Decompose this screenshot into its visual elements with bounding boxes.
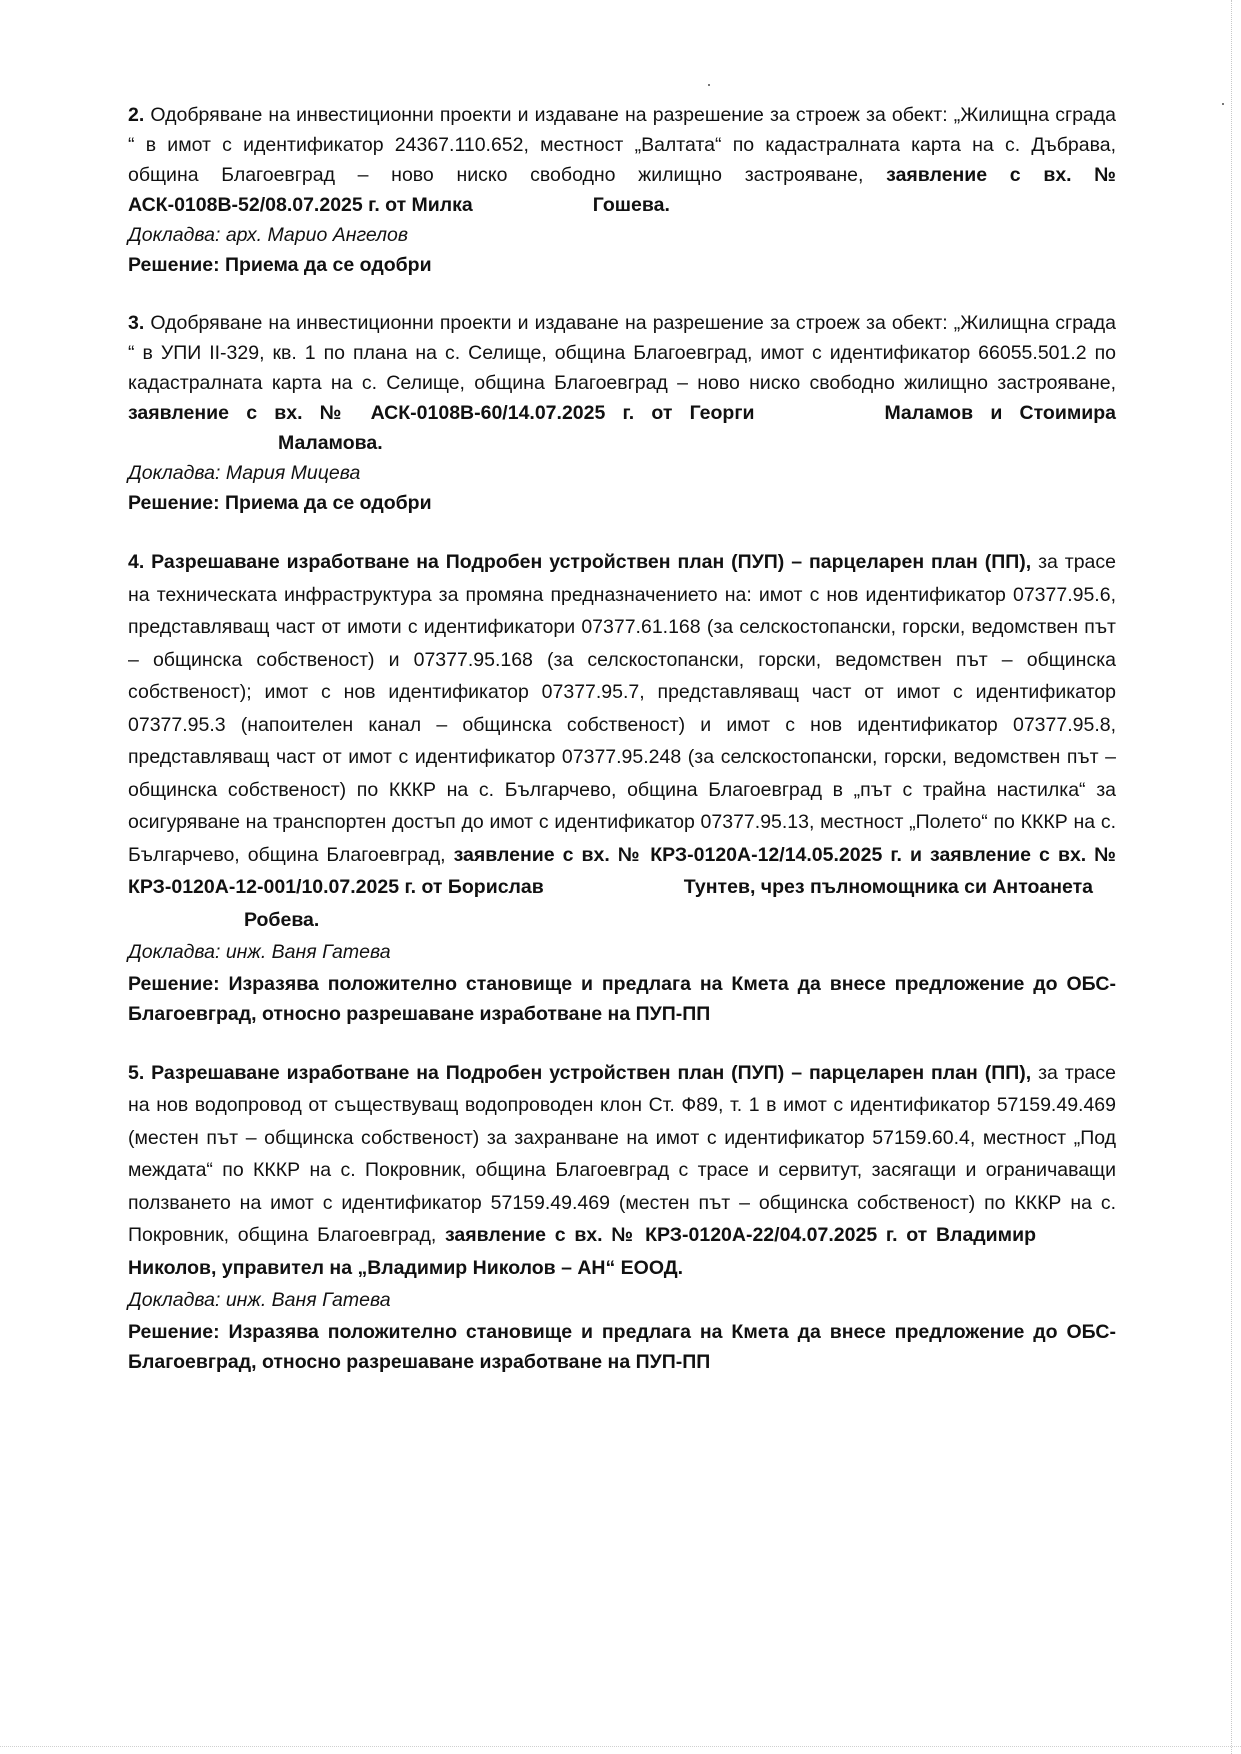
scan-edge-right [1231, 0, 1233, 1754]
agenda-item-3 [128, 308, 1116, 518]
application-ref: заявление с вх. № КРЗ-0120А-22/04.07.2025 г. от Владимир [445, 1224, 1036, 1246]
application-ref: заявление с вх. № АСК-0108В-52/08.07.2025 г. от Милка [128, 164, 1117, 216]
reporter: Докладва: инж. Ваня Гатева [128, 941, 391, 963]
document-body [128, 100, 1116, 1405]
item-body [128, 546, 1116, 904]
application-ref: заявление с вх. № АСК-0108В-60/14.07.2025 г. от Георги [128, 402, 755, 424]
reporter: Докладва: инж. Ваня Гатева [128, 1289, 391, 1311]
item-body [128, 1057, 1116, 1285]
application-ref: заявление с вх. № КРЗ-0120А-12/14.05.2025 г. и заявление с вх. № КРЗ-0120А-12-001/10.07.2025 г. от Борислав [128, 843, 1117, 898]
item-text: Одобряване на инвестиционни проекти и издаване на разрешение за строеж за обект: „Жилищна сграда “ в имот с идентификатор 24367.110.652, местност „Валтата“ по кадастралната карта на с. Дъбрава, община Благоевград – ново ниско свободно жилищно застрояване, [128, 104, 1116, 186]
scan-edge-bottom [0, 1746, 1241, 1748]
item-text: Одобряване на инвестиционни проекти и издаване на разрешение за строеж за обект: „Жилищна сграда “ в УПИ II-329, кв. 1 по плана на с. Селище, община Благоевград, имот с идентификатор 66055.501.2 по кадастралната карта на с. Селище, община Благоевград – ново ниско свободно жилищно застрояване, [128, 312, 1116, 394]
item-body [128, 308, 1116, 458]
applicant-surname: Маламова. [278, 432, 383, 454]
applicant-names: Тунтев, чрез пълномощника си Антоанета [683, 876, 1094, 898]
applicant-names: Маламов и Стоимира [884, 402, 1116, 424]
decision: Решение: Приема да се одобри [128, 492, 432, 514]
decision: Решение: Изразява положително становище и предлага на Кмета да внесе предложение до ОБС-Благоевград, относно разрешаване изработване на ПУП-ПП [128, 972, 1116, 1025]
applicant-surname: Гошева. [592, 194, 670, 216]
scan-speck [1222, 103, 1224, 105]
reporter: Докладва: Мария Мицева [128, 462, 361, 484]
reporter: Докладва: арх. Марио Ангелов [128, 224, 409, 246]
decision: Решение: Приема да се одобри [128, 254, 432, 276]
agenda-item-5 [128, 1057, 1116, 1377]
item-body [128, 100, 1116, 220]
item-number: 3. [128, 312, 145, 334]
item-title: 5. Разрешаване изработване на Подробен устройствен план (ПУП) – парцеларен план (ПП), [128, 1061, 1032, 1084]
scan-speck [708, 84, 710, 86]
item-number: 2. [128, 104, 145, 126]
item-text: за трасе на нов водопровод от съществуващ водопроводен клон Ст. Ф89, т. 1 в имот с идентификатор 57159.49.469 (местен път – общинска собственост) за захранване на имот с идентификатор 57159.60.4, местност „Под междата“ по КККР на с. Покровник, община Благоевград с трасе и сервитут, засягащи и ограничаващи ползването на имот с идентификатор 57159.49.469 (местен път – общинска собственост) по КККР на с. Покровник, община Благоевград, [128, 1061, 1116, 1246]
agenda-item-4 [128, 546, 1116, 1029]
decision: Решение: Изразява положително становище и предлага на Кмета да внесе предложение до ОБС-Благоевград, относно разрешаване изработване на ПУП-ПП [128, 1320, 1116, 1373]
item-title: 4. Разрешаване изработване на Подробен устройствен план (ПУП) – парцеларен план (ПП), [128, 551, 1032, 573]
item-text: за трасе на техническата инфраструктура за промяна предназначението на: имот с нов идентификатор 07377.95.6, представляващ част от имоти с идентификатори 07377.61.168 (за селскостопански, горски, ведомствен път – общинска собственост) и 07377.95.168 (за селскостопански, горски, ведомствен път – общинска собственост); имот с нов идентификатор 07377.95.7, представляващ част от имот с идентификатор 07377.95.3 (напоителен канал – общинска собственост) и имот с нов идентификатор 07377.95.8, представляващ част от имот с идентификатор 07377.95.248 (за селскостопански, горски, ведомствен път – общинска собственост) по КККР на с. Българчево, община Благоевград в „път с трайна настилка“ за осигуряване на транспортен достъп до имот с идентификатор 07377.95.13, местност „Полето“ по КККР на с. Българчево, община Благоевград, [128, 551, 1116, 866]
agenda-item-2 [128, 100, 1116, 280]
applicant-surname: Робева. [244, 908, 320, 931]
applicant-names: Николов, управител на „Владимир Николов – АН“ ЕООД. [128, 1256, 684, 1279]
